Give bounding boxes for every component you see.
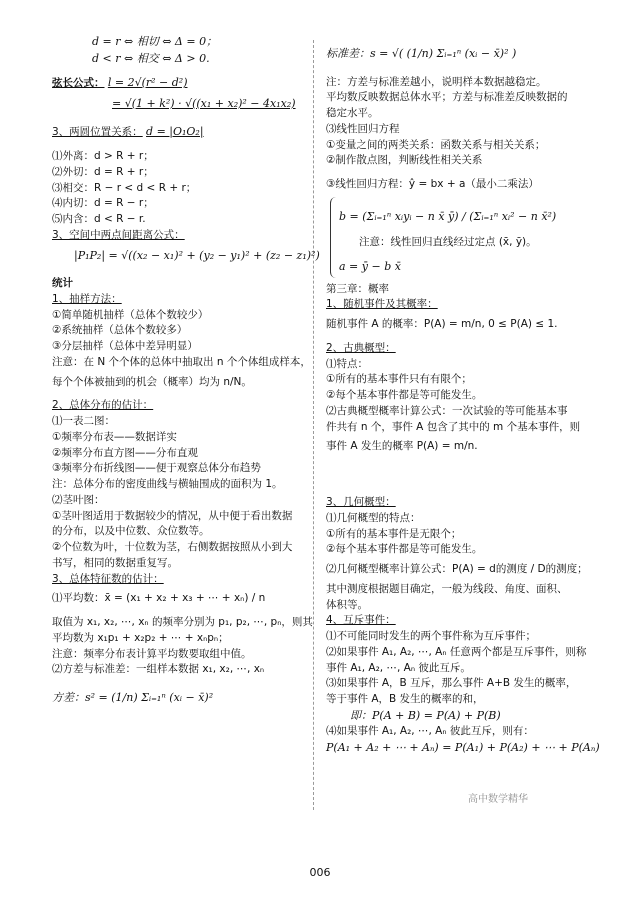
- mean-variance-meaning-1: 平均数反映数据总体水平；方差与标准差反映数据的: [326, 91, 568, 104]
- classical-features: ⑴特点：: [326, 357, 368, 370]
- geometric-features: ⑴几何概型的特点：: [326, 511, 421, 524]
- stem-leaf-point-1b: 的分布，以及中位数、众位数等。: [52, 525, 210, 538]
- general-addition-heading: ⑷如果事件 A₁, A₂, ⋯, Aₙ 彼此互斥，则有：: [326, 725, 534, 738]
- regression-heading: ⑶线性回归方程: [326, 122, 400, 135]
- formula-tangent: d = r ⇔ 相切 ⇔ Δ = 0；: [92, 35, 218, 48]
- column-divider: [313, 40, 314, 810]
- sampling-probability: 每个个体被抽到的机会（概率）均为 n/N。: [52, 375, 252, 388]
- classical-formula-1: ⑵古典概型概率计算公式：一次试验的等可能基本事: [326, 404, 568, 417]
- addition-rule-1: ⑶如果事件 A，B 互斥，那么事件 A+B 发生的概率，: [326, 677, 577, 690]
- separate-case: ⑴外离：d > R + r；: [52, 150, 154, 162]
- slope-formula: b = (Σᵢ₌₁ⁿ xᵢyᵢ − n x̄ ȳ) / (Σᵢ₌₁ⁿ xᵢ² − n x̄²): [339, 209, 557, 223]
- variable-relations: ①变量之间的两类关系：函数关系与相关关系；: [326, 138, 546, 151]
- regression-center-note: 注意：线性回归直线经过定点 (x̄, ȳ)。: [359, 236, 537, 249]
- stem-leaf-heading: ⑵茎叶图：: [52, 493, 105, 506]
- intercept-formula: a = ȳ − b x̄: [339, 260, 401, 273]
- intersect-case: ⑶相交：R − r < d < R + r；: [52, 181, 197, 194]
- distribution-heading: 2、总体分布的估计：: [52, 399, 154, 412]
- sampling-heading: 1、抽样方法：: [52, 292, 122, 305]
- geometric-formula: ⑵几何概型概率计算公式：P(A) = d的测度 / D的测度；: [326, 563, 588, 575]
- watermark: 高中数学精华: [468, 794, 528, 805]
- right-column: [326, 34, 600, 757]
- frequency-table: ①频率分布表——数据详实: [52, 430, 177, 443]
- addition-formula: 即：P(A + B) = P(A) + P(B): [350, 708, 501, 722]
- std-dev-formula: 标准差：s = √( (1/n) Σᵢ₌₁ⁿ (xᵢ − x̄)² ): [326, 47, 517, 60]
- mean-formula: ⑴平均数：x̄ = (x₁ + x₂ + x₃ + ⋯ + xₙ) / n: [52, 592, 266, 605]
- internal-tangent-case: ⑷内切：d = R − r；: [52, 197, 154, 210]
- chapter-three-title: 第三章：概率: [326, 282, 389, 295]
- stratified-sampling: ③分层抽样（总体中差异明显）: [52, 340, 198, 352]
- frequency-polygon: ③频率分布折线图——便于观察总体分布趋势: [52, 462, 261, 475]
- page-number: 006: [309, 866, 331, 879]
- mutually-exclusive-def: ⑴不可能同时发生的两个事件称为互斥事件；: [326, 630, 536, 642]
- weighted-mean-1: 取值为 x₁, x₂, ⋯, xₙ 的频率分别为 p₁, p₂, ⋯, pₙ，则其: [52, 616, 313, 628]
- general-addition-formula: P(A₁ + A₂ + ⋯ + Aₙ) = P(A₁) + P(A₂) + ⋯ + P(Aₙ): [326, 741, 600, 754]
- simple-random-sampling: ①简单随机抽样（总体个数较少）: [52, 308, 209, 321]
- density-note: 注：总体分布的密度曲线与横轴围成的面积为 1。: [52, 478, 283, 490]
- variance-formula: 方差：s² = (1/n) Σᵢ₌₁ⁿ (xᵢ − x̄)²: [52, 691, 214, 704]
- geometric-feature-1: ①所有的基本事件是无限个；: [326, 527, 462, 540]
- stability-note: 注：方差与标准差越小，说明样本数据越稳定。: [326, 75, 547, 88]
- pairwise-exclusive-2: 事件 A₁, A₂, ⋯, Aₙ 彼此互斥。: [326, 661, 471, 674]
- geometric-feature-2: ②每个基本事件都是等可能发生。: [326, 543, 483, 556]
- circle-distance-formula: d = |O₁O₂|: [146, 125, 204, 139]
- table-two-charts: ⑴一表二图：: [52, 415, 115, 427]
- random-event-heading: 1、随机事件及其概率：: [326, 298, 438, 311]
- classical-model-heading: 2、古典概型：: [326, 341, 396, 354]
- scatter-plot-step: ②制作散点图，判断线性相关关系: [326, 154, 483, 167]
- measure-note-2: 体积等。: [326, 598, 368, 611]
- classical-feature-2: ②每个基本事件都是等可能发生。: [326, 389, 483, 401]
- space-distance-formula: |P₁P₂| = √((x₂ − x₁)² + (y₂ − y₁)² + (z₂ − z₁)²): [74, 248, 320, 262]
- classical-formula-2: 件共有 n 个，事件 A 包含了其中的 m 个基本事件，则: [326, 420, 581, 433]
- sampling-note: 注意：在 N 个个体的总体中抽取出 n 个个体组成样本，: [52, 355, 311, 368]
- stem-leaf-point-2b: 书写，相同的数据重复写。: [52, 556, 178, 569]
- space-distance-heading: 3、空间中两点间距离公式：: [52, 228, 185, 241]
- external-tangent-case: ⑵外切：d = R + r；: [52, 165, 154, 178]
- variance-heading: ⑵方差与标准差：一组样本数据 x₁, x₂, ⋯, xₙ: [52, 663, 265, 676]
- geometric-model-heading: 3、几何概型：: [326, 496, 396, 508]
- circle-position-heading: 3、两圆位置关系：: [52, 126, 143, 139]
- feature-estimation-heading: 3、总体特征数的估计：: [52, 572, 164, 585]
- systematic-sampling: ②系统抽样（总体个数较多）: [52, 324, 188, 337]
- least-squares-brace: [330, 197, 588, 278]
- weighted-mean-2: 平均数为 x₁p₁ + x₂p₂ + ⋯ + xₙpₙ；: [52, 631, 229, 644]
- measure-note-1: 其中测度根据题目确定，一般为线段、角度、面积、: [326, 582, 568, 595]
- addition-rule-2: 等于事件 A，B 发生的概率的和，: [326, 693, 484, 705]
- regression-equation: ③线性回归方程：ŷ = bx + a（最小二乘法）: [326, 178, 539, 190]
- frequency-histogram: ②频率分布直方图——分布直观: [52, 446, 198, 459]
- chord-formula-2: = √(1 + k²) · √((x₁ + x₂)² − 4x₁x₂): [112, 96, 296, 110]
- stem-leaf-point-1a: ①茎叶图适用于数据较少的情况，从中便于看出数据: [52, 509, 293, 522]
- random-event-probability: 随机事件 A 的概率：P(A) = m/n, 0 ≤ P(A) ≤ 1.: [326, 318, 558, 330]
- chord-length-heading: 弦长公式：: [52, 77, 105, 89]
- mutually-exclusive-heading: 4、互斥事件：: [326, 614, 396, 627]
- left-column: [52, 34, 320, 707]
- group-midpoint-note: 注意：频率分布表计算平均数要取组中值。: [52, 647, 252, 660]
- pairwise-exclusive-1: ⑵如果事件 A₁, A₂, ⋯, Aₙ 任意两个都是互斥事件，则称: [326, 645, 587, 658]
- formula-intersect: d < r ⇔ 相交 ⇔ Δ > 0.: [92, 51, 210, 65]
- mean-variance-meaning-2: 稳定水平。: [326, 107, 379, 119]
- classical-feature-1: ①所有的基本事件只有有限个；: [326, 373, 472, 386]
- contained-case: ⑸内含：d < R − r.: [52, 213, 146, 225]
- stem-leaf-point-2a: ②个位数为叶，十位数为茎，右侧数据按照从小到大: [52, 541, 293, 553]
- chord-formula-1: l = 2√(r² − d²): [107, 76, 188, 89]
- classical-formula-3: 事件 A 发生的概率 P(A) = m/n.: [326, 440, 478, 453]
- statistics-title: 统计: [52, 277, 73, 289]
